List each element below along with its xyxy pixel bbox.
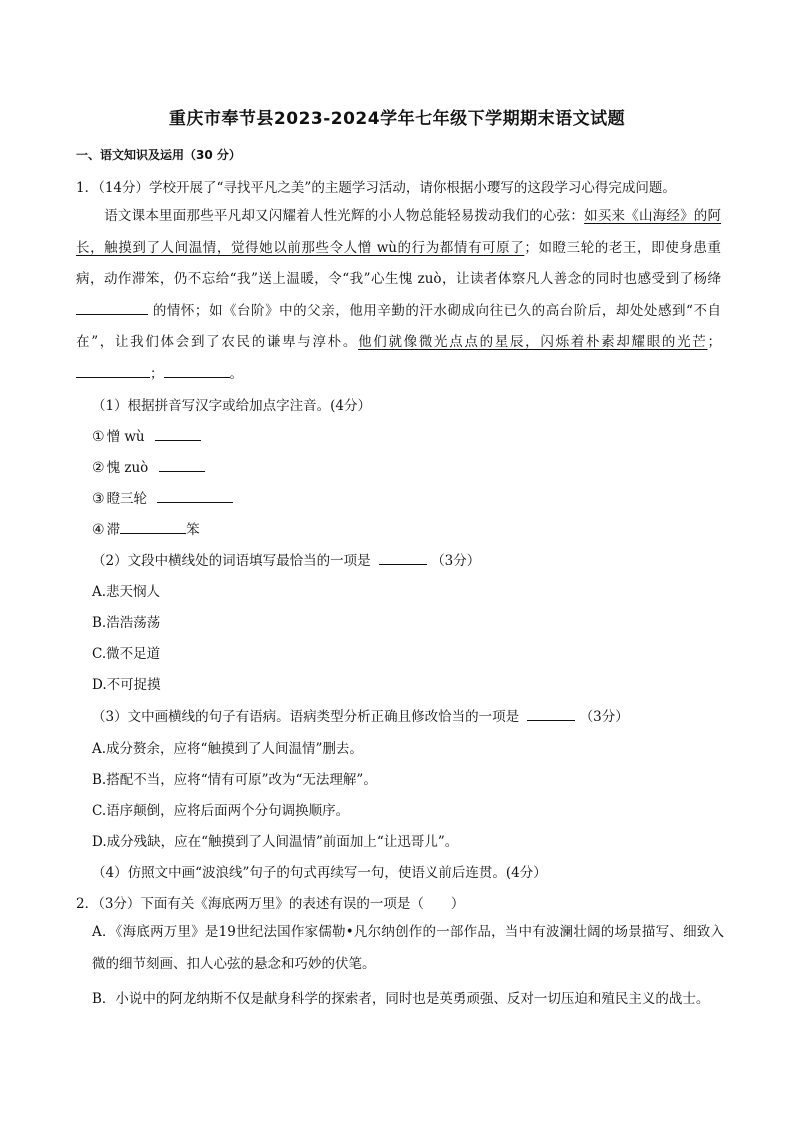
question-2-option-b[interactable]: B．小说中的阿龙纳斯不仅是献身科学的探索者，同时也是英勇顽强、反对一切压迫和殖民主义的战士。 xyxy=(92,991,710,1007)
sub-question-3 xyxy=(92,705,629,725)
passage-text-6: 。 xyxy=(229,365,243,382)
underlined-sentence: 如买来《山海经》的阿长，触摸到了人间温情，觉得她以前那些令人憎 wù的行为都情有可原了 xyxy=(76,208,722,256)
option-b[interactable]: B.浩浩荡荡 xyxy=(92,615,161,631)
sub-question-2 xyxy=(92,549,480,569)
sub-question-4: （4）仿照文中画“波浪线”句子的句式再续写一句，使语义前后连贯。(4分） xyxy=(92,865,547,881)
question-2-stem: 2．（3分）下面有关《海底两万里》的表述有误的一项是（ ） xyxy=(76,896,465,912)
item-text: 滞 xyxy=(106,522,121,538)
option-a[interactable]: A.成分赘余，应将“触摸到了人间温情”删去。 xyxy=(92,741,363,757)
option-d[interactable]: D.不可捉摸 xyxy=(92,677,161,693)
passage-text-3: 的情怀；如《台阶》中的父亲，他用辛勤的汗水砌成向往已久的高台阶后，却处处感到“不自在”，让我们体会到了农民的谦卑与淳朴。 xyxy=(76,302,721,350)
answer-blank[interactable] xyxy=(527,706,575,721)
passage-text-5: ； xyxy=(150,365,164,382)
sub-question-2-score: （3分） xyxy=(431,553,481,569)
sub-question-2-text: （2）文段中横线处的词语填写最恰当的一项是 xyxy=(92,553,371,569)
sub-question-3-text: （3）文中画横线的句子有语病。语病类型分析正确且修改恰当的一项是 xyxy=(92,709,520,725)
answer-blank[interactable] xyxy=(157,488,233,503)
continuation-blank-2[interactable] xyxy=(164,363,230,378)
passage-text-2: ；如瞪三轮的老王，即使身患重病，动作滞笨，仍不忘给“我”送上温暖，令“我”心生愧 zuò，让读者体察凡人善念的同时也感受到了杨绛 xyxy=(76,239,722,287)
section-heading: 一、语文知识及运用（30 分） xyxy=(76,148,241,162)
item-4 xyxy=(92,518,200,538)
item-3 xyxy=(92,487,233,507)
item-1 xyxy=(92,425,201,445)
item-2 xyxy=(92,456,205,476)
page-title: 重庆市奉节县2023-2024学年七年级下学期期末语文试题 xyxy=(168,109,626,129)
sub-question-3-score: （3分） xyxy=(579,709,629,725)
item-text: 瞪三轮 xyxy=(106,491,148,507)
option-b[interactable]: B.搭配不当，应将“情有可原”改为“无法理解”。 xyxy=(92,772,377,788)
item-text: 愧 zuò xyxy=(106,460,149,476)
question-2-option-a[interactable]: A．《海底两万里》是19世纪法国作家儒勒•凡尔纳创作的一部作品，当中有波澜壮阔的场景描写、细致入微的细节刻画、扣人心弦的悬念和巧妙的伏笔。 xyxy=(92,924,724,972)
question-1-stem: 1．（14分）学校开展了“寻找平凡之美”的主题学习活动，请你根据小璎写的这段学习心得完成问题。 xyxy=(76,180,676,196)
option-d[interactable]: D.成分残缺，应在“触摸到了人间温情”前面加上“让迅哥儿”。 xyxy=(92,834,459,850)
item-marker: ④ xyxy=(92,522,105,538)
passage xyxy=(76,201,721,390)
item-text: 憎 wù xyxy=(106,429,145,445)
answer-blank[interactable] xyxy=(159,457,205,472)
answer-blank[interactable] xyxy=(120,519,186,534)
passage-blank[interactable] xyxy=(76,300,148,315)
continuation-blank-1[interactable] xyxy=(76,363,150,378)
item-text-after: 笨 xyxy=(186,522,200,538)
wavy-sentence: 他们就像微光点点的星辰，闪烁着朴素却耀眼的光芒 xyxy=(358,334,708,350)
item-marker: ③ xyxy=(92,491,105,507)
passage-text-1: 语文课本里面那些平凡却又闪耀着人性光辉的小人物总能轻易拨动我们的心弦： xyxy=(104,208,585,224)
sub-question-1: （1）根据拼音写汉字或给加点字注音。(4分） xyxy=(92,398,371,414)
option-c[interactable]: C.语序颠倒，应将后面两个分句调换顺序。 xyxy=(92,803,350,819)
item-marker: ① xyxy=(92,429,105,445)
answer-blank[interactable] xyxy=(155,426,201,441)
option-a[interactable]: A.悲天悯人 xyxy=(92,584,161,600)
passage-text-4: ； xyxy=(707,334,721,350)
item-marker: ② xyxy=(92,460,105,476)
option-c[interactable]: C.微不足道 xyxy=(92,646,161,662)
answer-blank[interactable] xyxy=(379,550,427,565)
